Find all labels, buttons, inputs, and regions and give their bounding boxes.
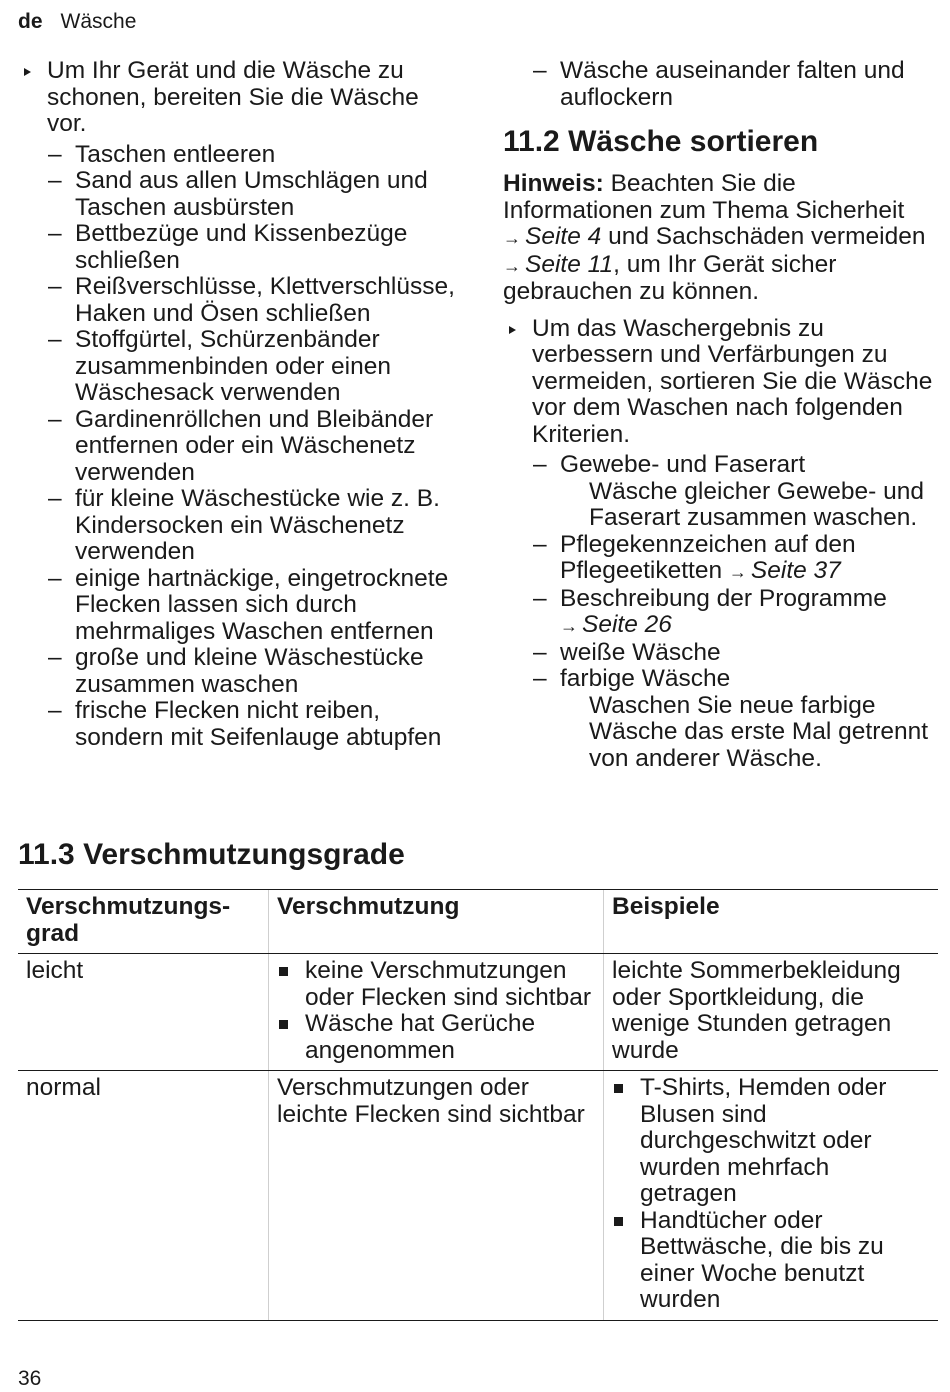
list-item: – für kleine Wäschestücke wie z. B. Kindersocken ein Wäschenetz verwenden [48, 485, 440, 565]
criteria-list [503, 452, 935, 772]
bullet-item: Wäsche hat Gerüche angenommen [277, 1011, 595, 1064]
triangle-bullet-icon [509, 326, 516, 334]
column-header: Beispiele [604, 890, 939, 954]
instruction-step [503, 316, 935, 449]
list-item: – Sand aus allen Umschlägen und Taschen ausbürsten [48, 167, 428, 221]
list-item: – Pflegekennzeichen auf den Pflegeetiketten → Seite 37 [533, 530, 856, 584]
square-bullet-icon [614, 1217, 623, 1226]
square-bullet-icon [279, 1020, 288, 1029]
prep-list [18, 142, 458, 752]
arrow-right-icon: → [728, 562, 747, 582]
table-cell: normal [18, 1071, 269, 1321]
table-cell [604, 1071, 939, 1321]
square-bullet-icon [279, 967, 288, 976]
list-item: – Gewebe- und Faserart Wäsche gleicher Gewebe- und Faserart zusammen waschen. [503, 452, 935, 532]
arrow-right-icon: → [560, 616, 578, 636]
bullet-item: Handtücher oder Bettwäsche, die bis zu einer Woche benutzt wurden [612, 1208, 930, 1314]
bullet-item: T-Shirts, Hemden oder Blusen sind durchgeschwitzt oder wurden mehrfach getragen [612, 1075, 930, 1208]
table-cell [269, 954, 604, 1071]
arrow-right-icon: → [503, 255, 521, 276]
table-cell: leichte Sommerbekleidung oder Sportkleidung, die wenige Stunden getragen wurde [604, 954, 939, 1071]
arrow-right-icon: → [503, 228, 521, 248]
list-item: – Gardinenröllchen und Bleibänder entfernen oder ein Wäschenetz verwenden [48, 405, 434, 486]
table-cell: leicht [18, 954, 269, 1071]
page-link[interactable]: Seite 4 [525, 223, 602, 250]
prep-list-continued [503, 58, 935, 111]
page-link[interactable]: Seite 26 [582, 611, 672, 638]
list-item: – Wäsche auseinander falten und auflockern [533, 57, 905, 111]
list-item: – farbige Wäsche Waschen Sie neue farbige Wäsche das erste Mal getrennt von anderer Wäsche. [503, 666, 935, 772]
triangle-bullet-icon [24, 68, 31, 76]
table-cell: Verschmutzungen oder leichte Flecken sind sichtbar [269, 1071, 604, 1321]
list-item: – Taschen entleeren [48, 140, 276, 168]
page-header [18, 9, 136, 35]
column-header: Verschmutzungs- grad [18, 890, 269, 954]
list-item: – Reißverschlüsse, Klettverschlüsse, Haken und Ösen schließen [48, 273, 455, 327]
column-header: Verschmutzung [269, 890, 604, 954]
section-heading-sorting: 11.2 Wäsche sortieren [503, 125, 819, 158]
table-row [18, 954, 938, 1071]
list-item-detail: Waschen Sie neue farbige Wäsche das erste Mal getrennt von anderer Wäsche. [589, 691, 929, 772]
section-heading-soiling: 11.3 Verschmutzungsgrade [18, 838, 405, 871]
instruction-step [18, 58, 458, 138]
soiling-table [18, 889, 938, 1321]
table-header-row [18, 890, 938, 954]
page-link[interactable]: Seite 11 [525, 250, 614, 278]
list-item: – einige hartnäckige, eingetrocknete Flecken lassen sich durch mehrmaliges Waschen entfernen [48, 564, 449, 645]
page-link[interactable]: Seite 37 [750, 557, 841, 584]
left-column [18, 58, 458, 751]
page-number: 36 [18, 1367, 42, 1390]
right-column [503, 58, 935, 772]
list-item: – Bettbezüge und Kissenbezüge schließen [48, 220, 408, 274]
table-row [18, 1071, 938, 1321]
list-item: – Beschreibung der Programme → Seite 26 [533, 584, 887, 638]
bullet-item: keine Verschmutzungen oder Flecken sind sichtbar [277, 958, 595, 1011]
section-title: Wäsche [60, 10, 137, 33]
step-text: Um das Waschergebnis zu verbessern und Verfärbungen zu vermeiden, sortieren Sie die Wäsche vor dem Waschen nach folgenden Kriterien. [532, 314, 933, 448]
list-item: – weiße Wäsche [533, 638, 721, 666]
note-label: Hinweis: [503, 170, 604, 197]
list-item: – Stoffgürtel, Schürzenbänder zusammenbinden oder einen Wäschesack verwenden [48, 326, 391, 406]
list-item: – große und kleine Wäschestücke zusammen waschen [48, 644, 424, 698]
language-code: de [18, 10, 43, 33]
square-bullet-icon [614, 1084, 623, 1093]
list-item-detail: Wäsche gleicher Gewebe- und Faserart zusammen waschen. [589, 477, 925, 531]
note-paragraph: Hinweis: Beachten Sie die Informationen zum Thema Sicherheit → Seite 4 und Sachschäden vermeiden → Seite 11, um Ihr Gerät sicher gebrauchen zu können. [503, 170, 926, 305]
step-text: Um Ihr Gerät und die Wäsche zu schonen, bereiten Sie die Wäsche vor. [47, 57, 419, 137]
list-item: – frische Flecken nicht reiben, sondern mit Seifenlauge abtupfen [48, 697, 442, 751]
